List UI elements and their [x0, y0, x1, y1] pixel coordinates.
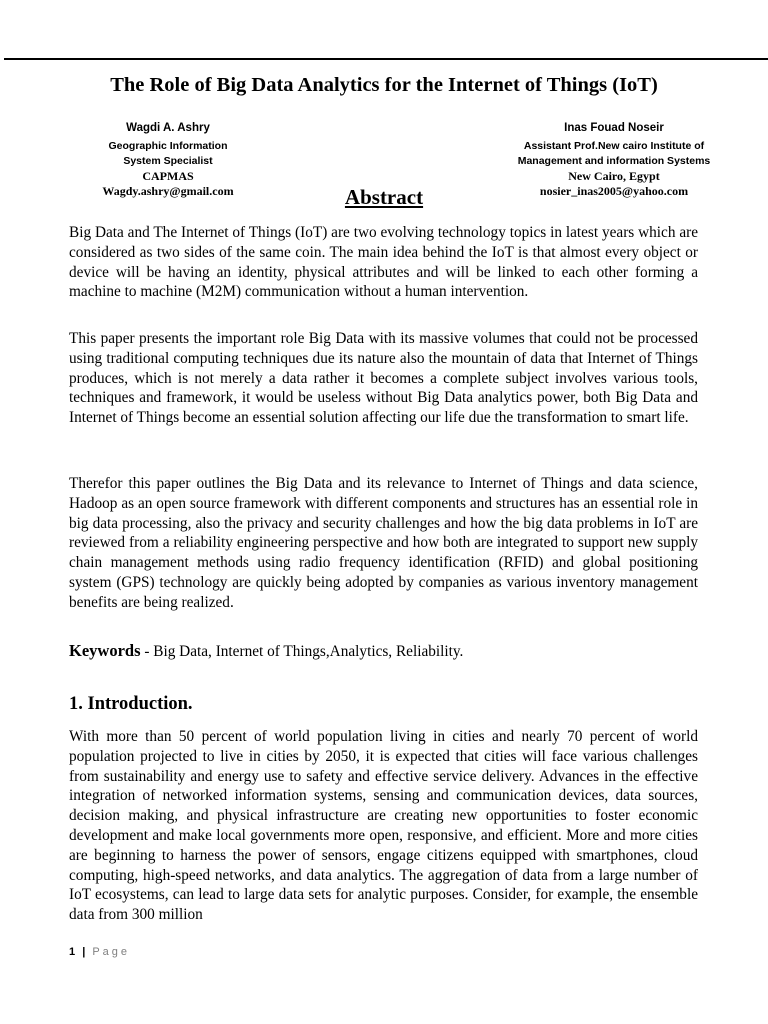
author-email: nosier_inas2005@yahoo.com: [539, 184, 689, 198]
page-number: 1: [69, 946, 77, 958]
section-heading-introduction: 1. Introduction.: [69, 694, 193, 714]
author-affiliation: Management and information Systems: [517, 155, 711, 167]
keywords-label: Keywords: [69, 641, 141, 660]
page-footer: [69, 946, 130, 958]
author-affiliation: Geographic Information: [108, 140, 228, 152]
keywords-line: [69, 641, 698, 662]
header-rule: [4, 58, 768, 60]
footer-separator: |: [82, 946, 87, 958]
abstract-paragraph-2: This paper presents the important role Big Data with its massive volumes that could not be processed using traditional computing techniques due its nature also the mountain of data that Internet of Things produces, which is not merely a data rather it becomes a complete subject involves various tools, techniques and framework, it would be useless without Big Data analytics power, both Big Data and Internet of Things become an essential solution affecting our life due the transformation to smart life.: [69, 330, 698, 427]
keywords-text: - Big Data, Internet of Things,Analytics, Reliability.: [140, 643, 464, 660]
author-email: Wagdy.ashry@gmail.com: [102, 184, 234, 198]
abstract-heading: Abstract: [344, 185, 424, 209]
page-label: Page: [92, 946, 131, 958]
paper-title: The Role of Big Data Analytics for the Internet of Things (IoT): [110, 74, 658, 96]
author-affiliation: Assistant Prof.New cairo Institute of: [523, 140, 705, 152]
introduction-paragraph: With more than 50 percent of world population living in cities and nearly 70 percent of world population projected to live in cities by 2050, it is expected that cities will face various challenges from sustainability and energy use to safety and effective service delivery. Advances in the effective integration of networked information systems, sensing and communication devices, data sources, decision making, and physical infrastructure are creating new opportunities to foster economic development and make local governments more open, responsive, and efficient. More and more cities are beginning to harness the power of sensors, engage citizens equipped with smartphones, cloud computing, high-speed networks, and data analytics. The aggregation of data from a large number of IoT ecosystems, can lead to large data sets for analytic purposes. Consider, for example, the ensemble data from 300 million: [69, 728, 698, 924]
author-affiliation: System Specialist: [123, 155, 213, 167]
author-location: New Cairo, Egypt: [568, 169, 660, 183]
abstract-paragraph-1: Big Data and The Internet of Things (IoT) are two evolving technology topics in latest years which are considered as two sides of the same coin. The main idea behind the IoT is that almost every object or device will be having an identity, physical attributes and will be linked to each other forming a machine to machine (M2M) communication without a human intervention.: [69, 224, 698, 301]
author-organization: CAPMAS: [142, 169, 194, 183]
author-name: Inas Fouad Noseir: [564, 122, 664, 134]
author-name: Wagdi A. Ashry: [126, 122, 210, 134]
abstract-paragraph-3: Therefor this paper outlines the Big Data and its relevance to Internet of Things and data science, Hadoop as an open source framework with different components and structures has an essential role in big data processing, also the privacy and security challenges and how the big data problems in IoT are reviewed from a reliability engineering perspective and how both are integrated to support new supply chain management methods using radio frequency identification (RFID) and global positioning system (GPS) technology are quickly being adopted by companies as various inventory management benefits are being realized.: [69, 475, 698, 611]
